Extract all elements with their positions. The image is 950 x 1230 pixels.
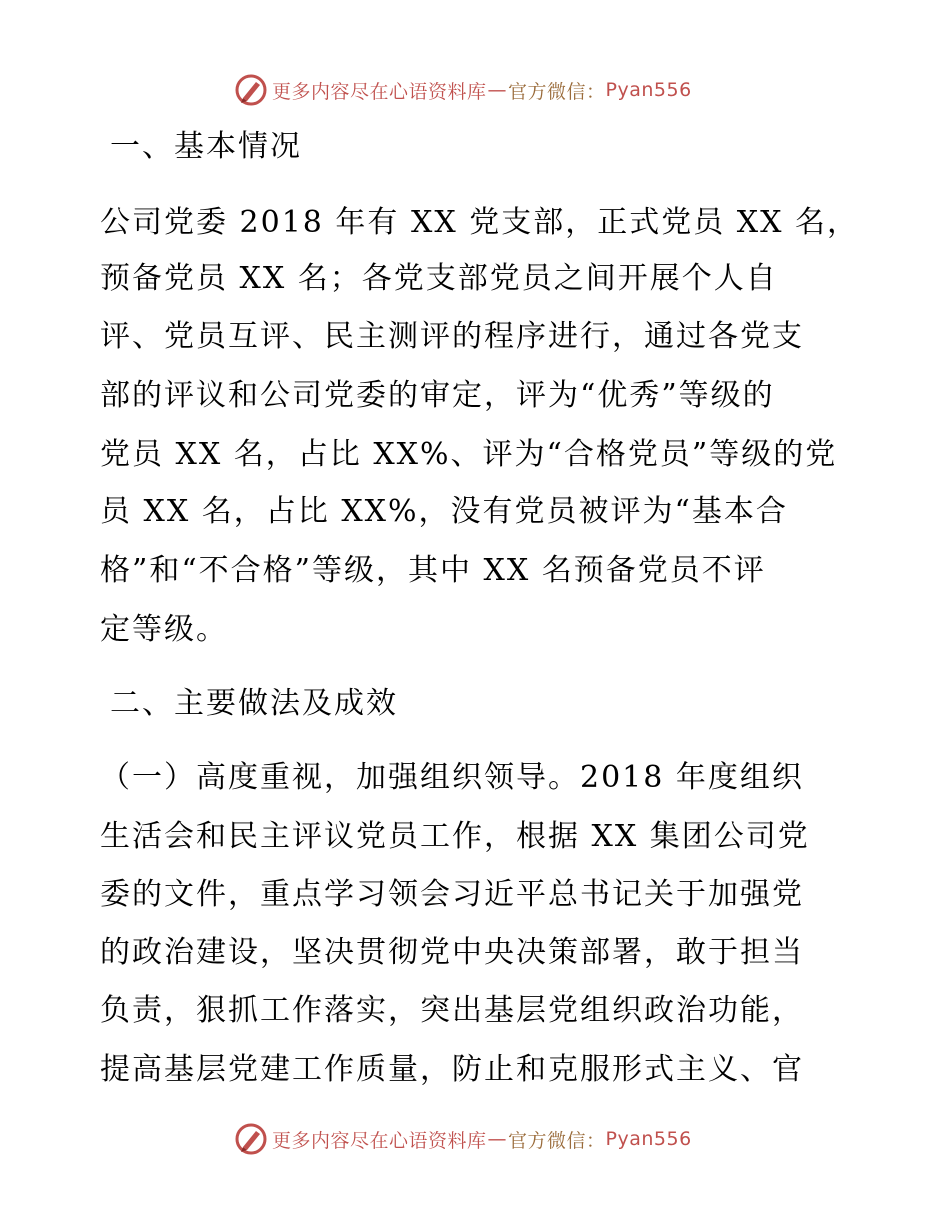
paragraph-line: 定等级。 [100, 612, 228, 647]
paragraph-line: 员 XX 名，占比 XX%，没有党员被评为“基本合 [100, 494, 788, 529]
watermark-label: 官方微信： [508, 1129, 606, 1152]
paragraph-line: 预备党员 XX 名；各党支部党员之间开展个人自 [100, 261, 778, 296]
paragraph-line: 的政治建设，坚决贯彻党中央决策部署，敢于担当 [100, 935, 804, 970]
paragraph-line: 党员 XX 名，占比 XX%、评为“合格党员”等级的党 [100, 437, 838, 472]
section-heading-basic: 一、基本情况 [110, 129, 302, 164]
watermark-label: 官方微信： [508, 80, 606, 103]
paragraph-line: 部的评议和公司党委的审定，评为“优秀”等级的 [100, 378, 775, 413]
paragraph-line: 评、党员互评、民主测评的程序进行，通过各党支 [100, 319, 804, 354]
watermark-site-text: 更多内容尽在心语资料库 [272, 80, 487, 103]
footer-watermark [234, 1121, 692, 1157]
paragraph-line: 提高基层党建工作质量，防止和克服形式主义、官 [100, 1052, 804, 1087]
pen-logo-icon [234, 1122, 268, 1156]
pen-logo-icon [234, 73, 268, 107]
paragraph-line: （一）高度重视，加强组织领导。2018 年度组织 [100, 760, 804, 795]
watermark-wechat-id: Pyan556 [605, 1128, 692, 1150]
header-watermark [234, 72, 692, 108]
watermark-wechat-id: Pyan556 [605, 79, 692, 101]
watermark-separator: — [487, 79, 508, 101]
paragraph-line: 格”和“不合格”等级，其中 XX 名预备党员不评 [100, 553, 766, 588]
watermark-site-text: 更多内容尽在心语资料库 [272, 1129, 487, 1152]
section-heading-practices: 二、主要做法及成效 [110, 686, 398, 721]
paragraph-line: 公司党委 2018 年有 XX 党支部，正式党员 XX 名， [100, 205, 859, 240]
watermark-separator: — [487, 1128, 508, 1150]
paragraph-line: 负责，狠抓工作落实，突出基层党组织政治功能， [100, 993, 804, 1028]
paragraph-line: 生活会和民主评议党员工作，根据 XX 集团公司党 [100, 819, 810, 854]
paragraph-line: 委的文件，重点学习领会习近平总书记关于加强党 [100, 877, 804, 912]
